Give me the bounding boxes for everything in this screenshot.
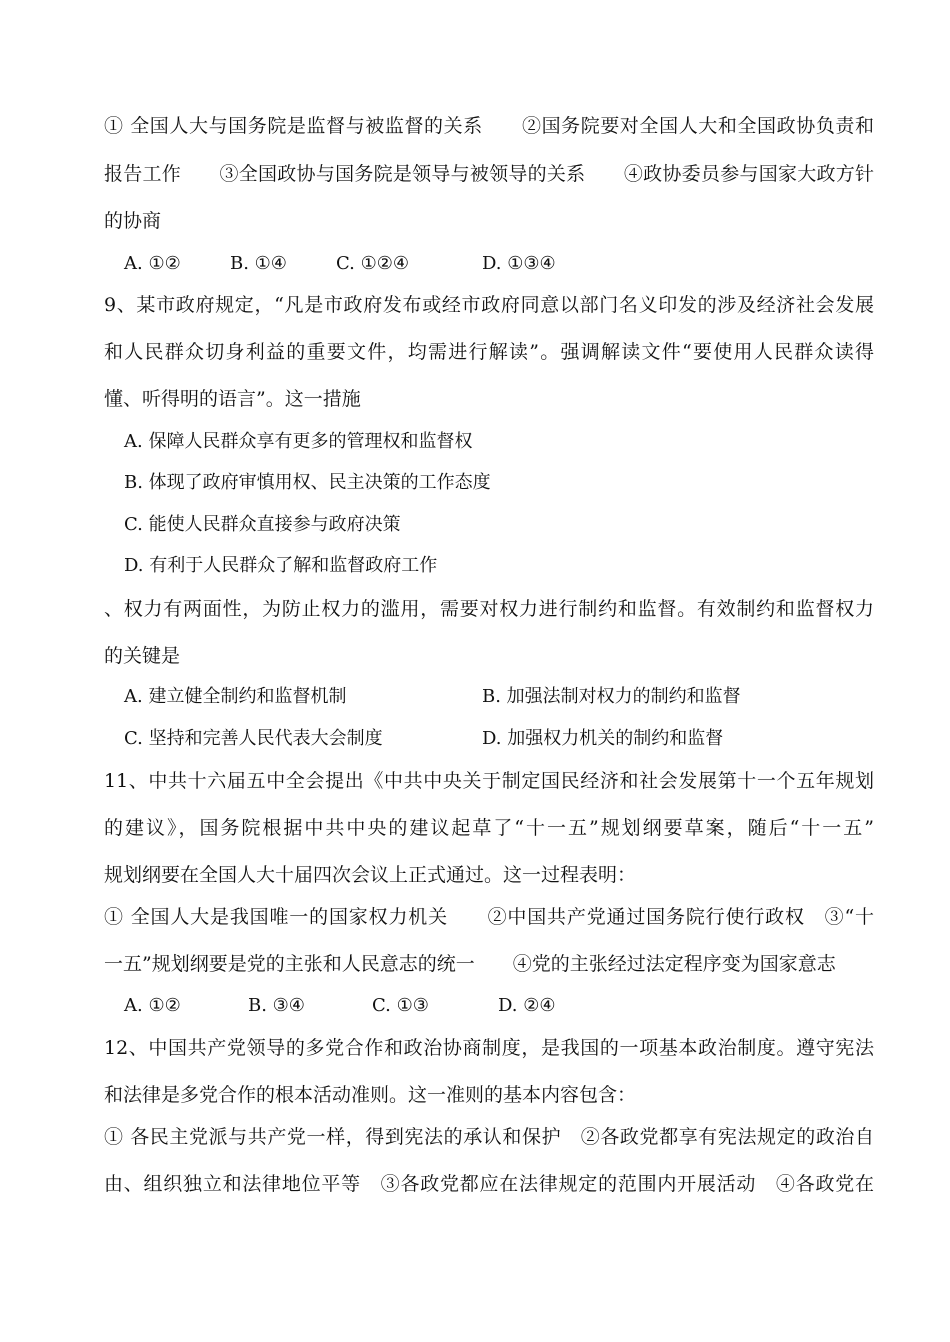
q11-option-d: D. ②④ <box>498 995 556 1016</box>
q8-statement-line: 的协商 <box>104 210 162 232</box>
q11-statement-line: 一五”规划纲要是党的主张和人民意志的统一 ④党的主张经过法定程序变为国家意志 <box>104 953 836 975</box>
q10-option-d: D. 加强权力机关的制约和监督 <box>482 728 724 749</box>
q11-option-c: C. ①③ <box>372 995 429 1016</box>
q8-option-b: B. ①④ <box>230 253 287 274</box>
q11-option-a: A. ①② <box>124 995 181 1016</box>
q10-option-c: C. 坚持和完善人民代表大会制度 <box>124 728 383 749</box>
q9-option-b: B. 体现了政府审慎用权、民主决策的工作态度 <box>124 472 491 493</box>
q8-statement-line: 报告工作 ③全国政协与国务院是领导与被领导的关系 ④政协委员参与国家大政方针 <box>104 163 874 185</box>
q11-stem-line: 的建议》，国务院根据中共中央的建议起草了“十一五”规划纲要草案，随后“十一五” <box>104 817 874 839</box>
q9-stem-line: 9、某市政府规定，“凡是市政府发布或经市政府同意以部门名义印发的涉及经济社会发展 <box>104 294 874 316</box>
q8-option-c: C. ①②④ <box>336 253 409 274</box>
q9-option-d: D. 有利于人民群众了解和监督政府工作 <box>124 555 438 576</box>
q11-statement-line: ① 全国人大是我国唯一的国家权力机关 ②中国共产党通过国务院行使行政权 ③“十 <box>104 906 874 928</box>
q8-statement-line: ① 全国人大与国务院是监督与被监督的关系 ②国务院要对全国人大和全国政协负责和 <box>104 115 874 137</box>
q12-stem-line: 和法律是多党合作的根本活动准则。这一准则的基本内容包含： <box>104 1084 637 1106</box>
q9-stem-line: 和人民群众切身利益的重要文件，均需进行解读”。强调解读文件“要使用人民群众读得 <box>104 341 874 363</box>
q12-statement-line: ① 各民主党派与共产党一样，得到宪法的承认和保护 ②各政党都享有宪法规定的政治自 <box>104 1126 874 1148</box>
q10-option-a: A. 建立健全制约和监督机制 <box>124 686 347 707</box>
q11-stem-line: 11、中共十六届五中全会提出《中共中央关于制定国民经济和社会发展第十一个五年规划 <box>104 770 874 792</box>
q10-stem-line: 的关键是 <box>104 645 181 667</box>
q12-stem-line: 12、中国共产党领导的多党合作和政治协商制度，是我国的一项基本政治制度。遵守宪法 <box>104 1037 874 1059</box>
q9-stem-line: 懂、听得明的语言”。这一措施 <box>104 388 361 410</box>
q10-stem-line: 、权力有两面性，为防止权力的滥用，需要对权力进行制约和监督。有效制约和监督权力 <box>104 598 874 620</box>
q9-option-a: A. 保障人民群众享有更多的管理权和监督权 <box>124 431 473 452</box>
q11-stem-line: 规划纲要在全国人大十届四次会议上正式通过。这一过程表明： <box>104 864 637 886</box>
q8-option-a: A. ①② <box>124 253 181 274</box>
q12-statement-line: 由、组织独立和法律地位平等 ③各政党都应在法律规定的范围内开展活动 ④各政党在 <box>104 1173 874 1195</box>
q9-option-c: C. 能使人民群众直接参与政府决策 <box>124 514 401 535</box>
q10-option-b: B. 加强法制对权力的制约和监督 <box>482 686 741 707</box>
q8-option-d: D. ①③④ <box>482 253 556 274</box>
q11-option-b: B. ③④ <box>248 995 305 1016</box>
